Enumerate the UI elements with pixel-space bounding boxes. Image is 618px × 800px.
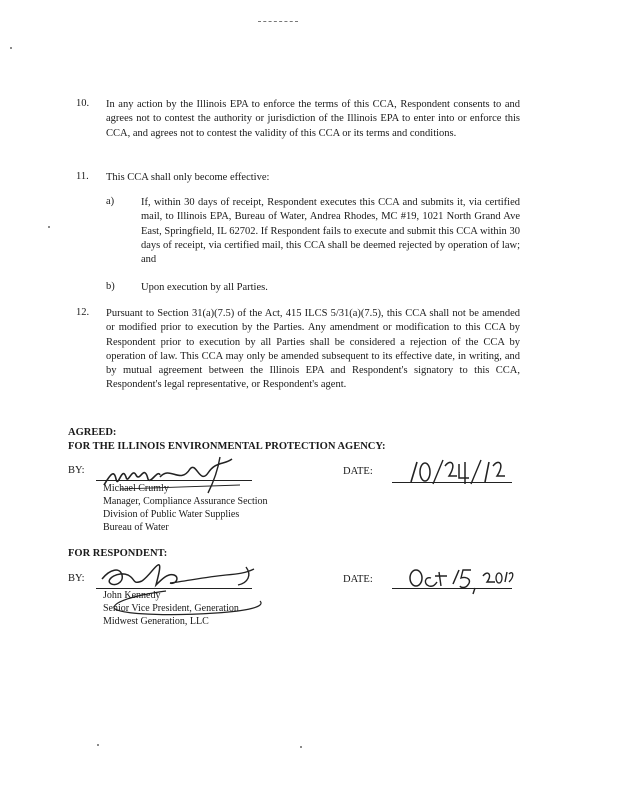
item-text: In any action by the Illinois EPA to enforce the terms of this CCA, Respondent consents to and agrees not to contest the authority or jurisdiction of the Illinois EPA to enter into or enforce this CCA, and agrees not to contest the validity of this CCA or its terms and conditions. bbox=[106, 99, 520, 139]
agreed-heading: AGREED: bbox=[68, 427, 117, 438]
date-label: DATE: bbox=[343, 574, 373, 585]
scan-speck bbox=[97, 744, 99, 746]
subitem-letter: b) bbox=[106, 281, 115, 292]
agency-heading: FOR THE ILLINOIS ENVIRONMENTAL PROTECTION AGENCY: bbox=[68, 441, 386, 452]
item-text: Pursuant to Section 31(a)(7.5) of the Act, 415 ILCS 5/31(a)(7.5), this CCA shall not be amended or modified prior to execution by the Parties. Any amendment or modification to this CCA by Respondent prior to execution by all Parties shall be considered a rejection of the CCA by operation of law. This CCA may only be amended subsequent to its effective date, in writing, and by mutual agreement between the Illinois EPA and Respondent's signatory to this CCA, Respondent's legal representative, or Respondent's agent. bbox=[106, 308, 520, 391]
item-number: 12. bbox=[76, 307, 90, 318]
item-number: 10. bbox=[76, 98, 90, 109]
agency-signer-name: Michael Crumly bbox=[103, 483, 169, 494]
scan-speck bbox=[48, 226, 50, 228]
scan-speck bbox=[10, 47, 12, 49]
subitem-text: If, within 30 days of receipt, Respondent executes this CCA and submits it, via certified mail, to Illinois EPA, Bureau of Water, Andrea Rhodes, MC #19, 1021 North Grand Ave East, Springfield, IL 62702. If Respondent fails to execute and submit this CCA within 30 days of receipt, via certified mail, this CCA shall be deemed rejected by operation of law; and bbox=[141, 197, 520, 266]
respondent-handwritten-date bbox=[405, 566, 515, 596]
subitem-letter: a) bbox=[106, 196, 115, 207]
date-label: DATE: bbox=[343, 466, 373, 477]
respondent-signer-title: Senior Vice President, Generation bbox=[103, 603, 239, 614]
respondent-heading: FOR RESPONDENT: bbox=[68, 548, 168, 559]
item-number: 11. bbox=[76, 171, 89, 182]
respondent-signer-name: John Kennedy bbox=[103, 590, 161, 601]
by-label: BY: bbox=[68, 573, 85, 584]
agency-handwritten-date bbox=[405, 456, 509, 488]
respondent-signer-company: Midwest Generation, LLC bbox=[103, 616, 209, 627]
agency-signer-division: Division of Public Water Supplies bbox=[103, 509, 240, 520]
agency-signer-bureau: Bureau of Water bbox=[103, 522, 169, 533]
scan-speck bbox=[300, 746, 302, 748]
subitem-text: Upon execution by all Parties. bbox=[141, 282, 268, 293]
by-label: BY: bbox=[68, 465, 85, 476]
agency-signer-title: Manager, Compliance Assurance Section bbox=[103, 496, 268, 507]
item-text: This CCA shall only become effective: bbox=[106, 172, 270, 183]
scan-mark bbox=[258, 21, 298, 23]
